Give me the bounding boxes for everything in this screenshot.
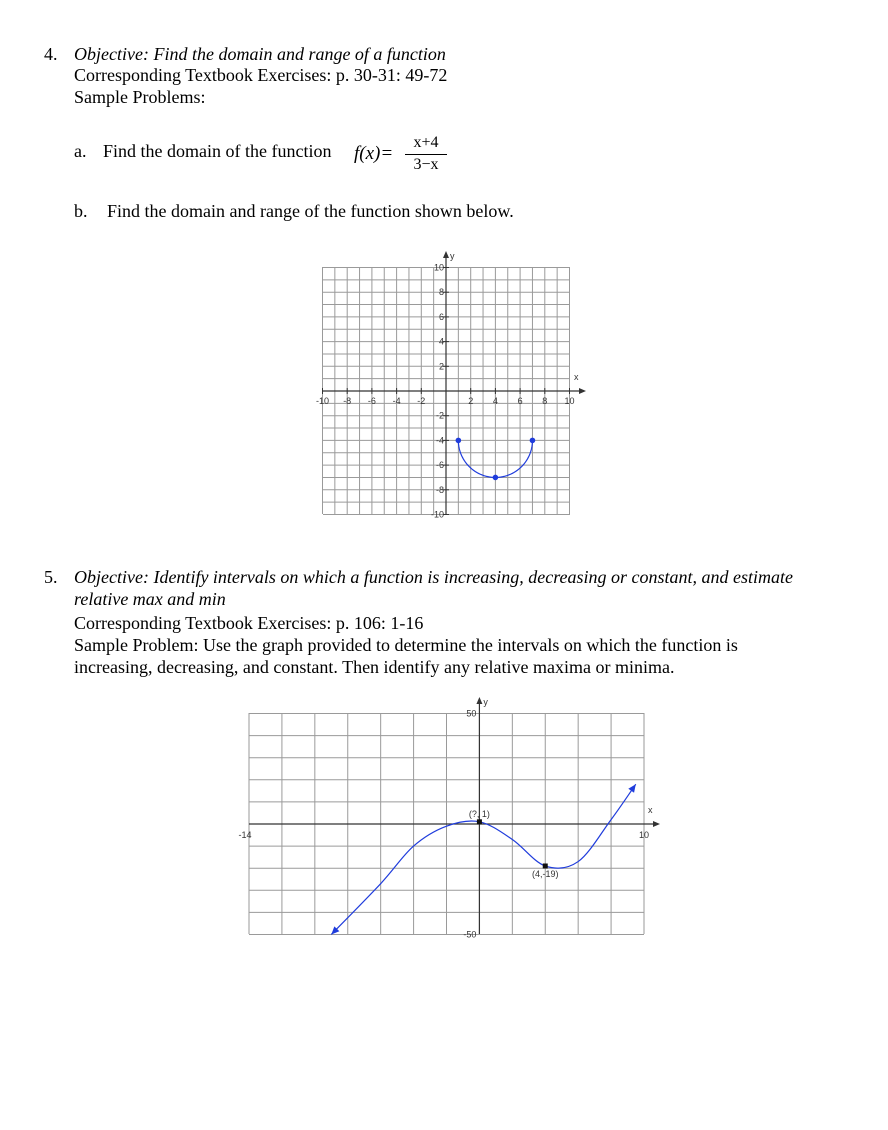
problem4-number: 4. [44,44,58,64]
y-axis-label: y [450,251,455,261]
curve-arrow-right [628,784,635,793]
x-tick-label: -6 [367,396,376,406]
y-tick-label: 10 [433,262,444,273]
problem5-sample-line2: increasing, decreasing, and constant. Then identify any relative maxima or minima. [74,657,675,677]
x-tick-label: -10 [315,396,330,406]
problem5-objective-line2: relative max and min [74,589,226,609]
y-tick-label: -4 [435,435,444,446]
function-notation: f(x)= [354,143,394,164]
fraction-denominator: 3−x [413,156,439,173]
x-tick-label: 4 [492,396,498,406]
x-axis-label: x [574,372,579,382]
problem5-objective-line1: Objective: Identify intervals on which a function is increasing, decreasing or constant, and estimate [74,567,794,587]
problem5-sample-line1: Sample Problem: Use the graph provided to determine the intervals on which the function is [74,635,738,655]
problem4a-text: Find the domain of the function [103,141,332,161]
x-tick-label: -2 [417,396,426,406]
y-tick-label: -6 [435,460,444,471]
x-tick-label: 10 [564,396,575,406]
x-tick-label: 10 [638,830,650,840]
fraction-numerator: x+4 [413,134,439,151]
y-tick-label: 2 [438,361,444,372]
y-tick-label: 4 [438,336,444,347]
relative-max-label: (?, 1) [468,808,490,819]
problem4-exercises: Corresponding Textbook Exercises: p. 30-31: 49-72 [74,65,448,85]
x-tick-label: -8 [343,396,352,406]
y-tick-label: 6 [438,311,444,322]
curve-point-marker [543,863,548,868]
problem5-exercises: Corresponding Textbook Exercises: p. 106: 1-16 [74,613,424,633]
problem4b-label: b. [74,201,88,221]
y-tick-label: 8 [438,287,444,298]
x-tick-label: 2 [468,396,474,406]
x-tick-label: -4 [392,396,401,406]
y-tick-label: -8 [435,484,444,495]
problem4b-text: Find the domain and range of the function shown below. [107,201,514,221]
y-tick-label: -50 [463,929,477,940]
y-tick-label: -10 [430,509,444,520]
y-axis-arrow [476,697,482,704]
problem4a-label: a. [74,141,87,161]
problem4-objective: Objective: Find the domain and range of a function [74,44,446,64]
curve-point-marker [477,819,482,824]
x-axis-arrow [653,821,660,827]
problem4-sample-heading: Sample Problems: [74,87,206,107]
problem5-number: 5. [44,567,58,587]
relative-min-label: (4,-19) [531,868,559,879]
y-tick-label: 50 [466,708,477,719]
x-tick-label: -14 [238,830,252,840]
x-tick-label: 6 [517,396,523,406]
x-axis-label: x [648,805,653,815]
x-tick-label: 8 [542,396,548,406]
y-axis-label: y [483,697,488,707]
y-tick-label: -2 [435,410,444,421]
